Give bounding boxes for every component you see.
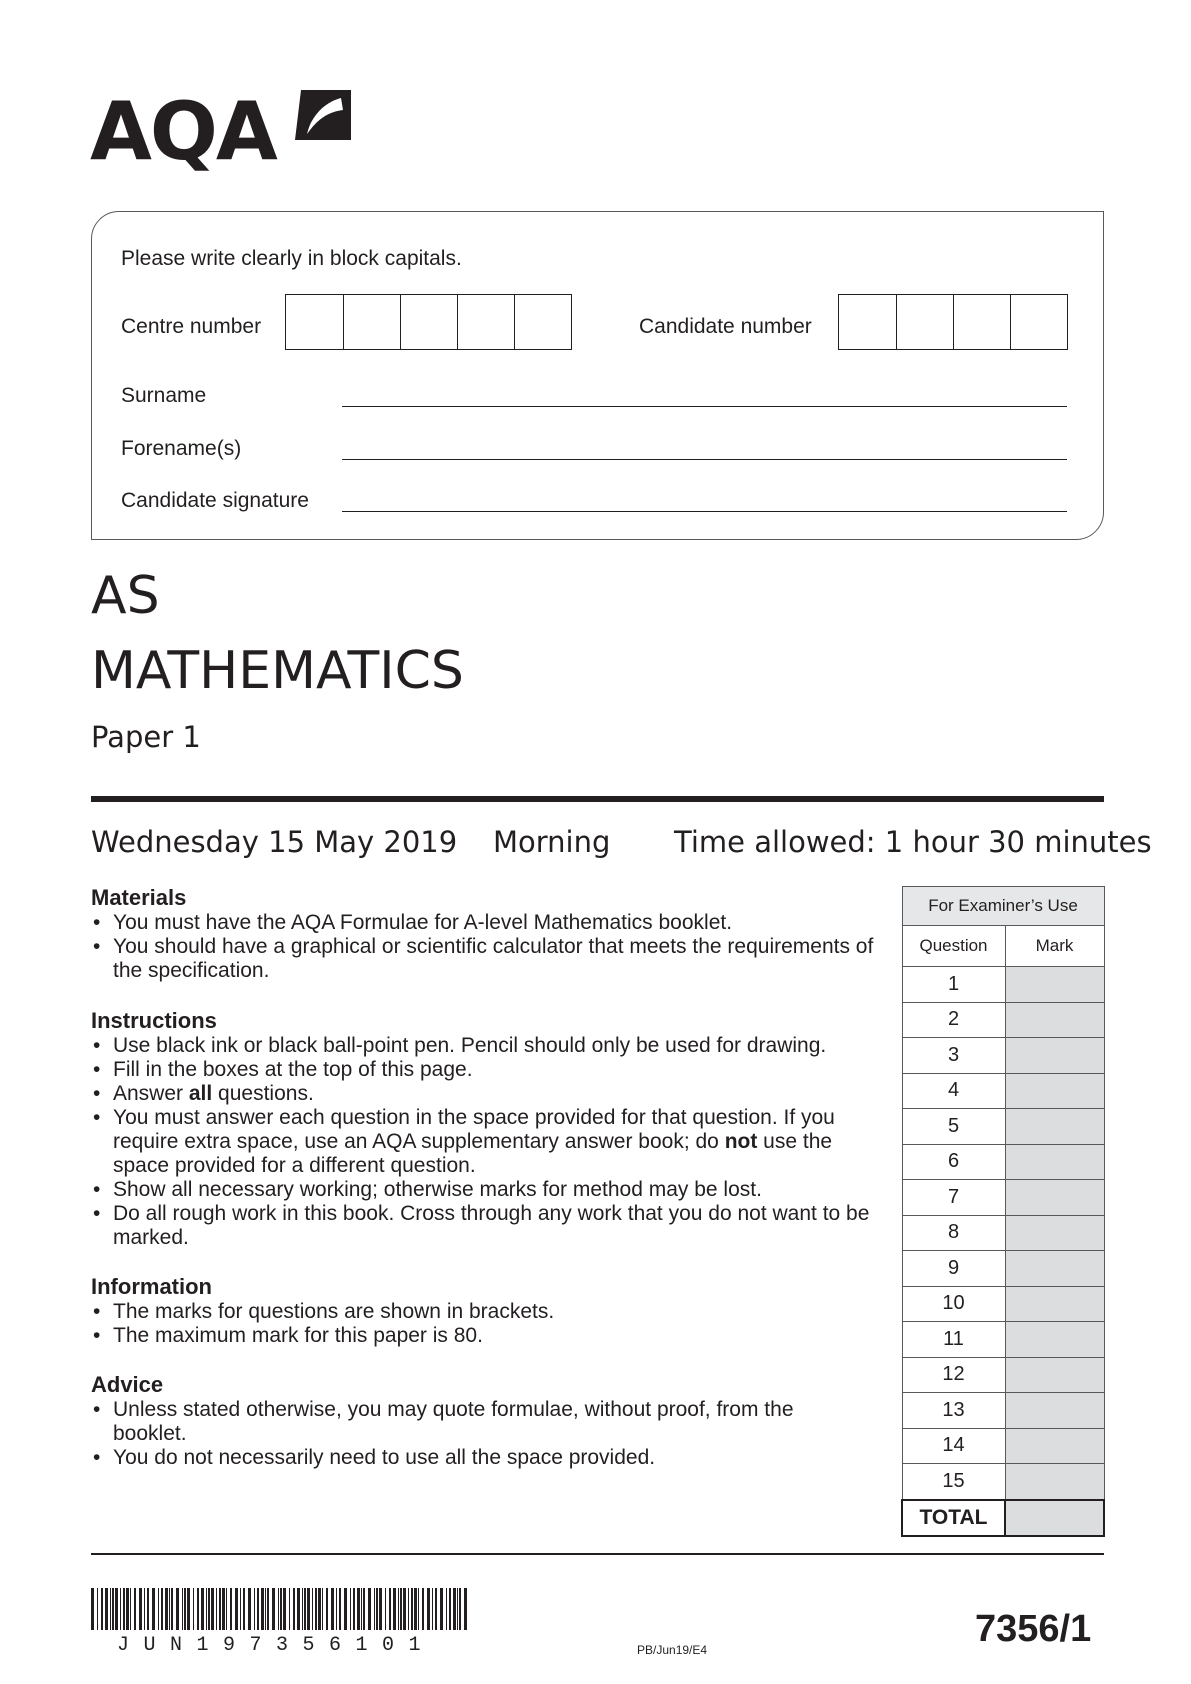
block-capitals-instruction: Please write clearly in block capitals. (121, 247, 462, 270)
mark-cell[interactable] (1005, 1002, 1104, 1038)
list-item: • You must have the AQA Formulae for A-level Mathematics booklet. (91, 911, 891, 935)
question-number: 3 (902, 1038, 1005, 1074)
aqa-logo-text: AQA (90, 85, 276, 178)
mark-cell[interactable] (1005, 1464, 1104, 1500)
table-row (902, 1144, 1104, 1180)
barcode-icon (91, 1588, 471, 1630)
mark-cell[interactable] (1005, 1109, 1104, 1145)
information-section (91, 1274, 891, 1348)
table-row (902, 1073, 1104, 1109)
mark-cell[interactable] (1005, 1073, 1104, 1109)
mark-cell[interactable] (1005, 967, 1104, 1003)
candidate-number-boxes[interactable] (838, 294, 1068, 350)
table-row (902, 1286, 1104, 1322)
centre-number-digit[interactable] (343, 295, 400, 349)
advice-section (91, 1372, 851, 1470)
question-number: 7 (902, 1180, 1005, 1216)
mark-cell[interactable] (1005, 1251, 1104, 1287)
centre-number-digit[interactable] (457, 295, 514, 349)
print-reference: PB/Jun19/E4 (637, 1643, 708, 1657)
table-row (902, 1464, 1104, 1500)
subject-title: MATHEMATICS (91, 641, 464, 701)
footer-divider (91, 1553, 1104, 1555)
list-item: • You do not necessarily need to use all the space provided. (91, 1446, 851, 1470)
question-number: 11 (902, 1322, 1005, 1358)
candidate-number-digit[interactable] (1010, 295, 1067, 349)
signature-field[interactable] (342, 511, 1067, 512)
question-number: 8 (902, 1215, 1005, 1251)
exam-session: Morning (493, 825, 611, 859)
table-row (902, 1251, 1104, 1287)
mark-cell[interactable] (1005, 1215, 1104, 1251)
list-item: • You must answer each question in the space provided for that question. If you require extra space, use an AQA supplementary answer book; do not use the space provided for a different question. (91, 1106, 891, 1178)
table-row (902, 1109, 1104, 1145)
question-number: 9 (902, 1251, 1005, 1287)
question-number: 4 (902, 1073, 1005, 1109)
list-item: • Unless stated otherwise, you may quote formulae, without proof, from the booklet. (91, 1398, 851, 1446)
mark-cell[interactable] (1005, 1357, 1104, 1393)
instructions-heading: Instructions (91, 1008, 217, 1033)
surname-field[interactable] (342, 406, 1067, 407)
list-item: • The maximum mark for this paper is 80. (91, 1324, 891, 1348)
question-number: 6 (902, 1144, 1005, 1180)
question-number: 12 (902, 1357, 1005, 1393)
centre-number-digit[interactable] (400, 295, 457, 349)
materials-heading: Materials (91, 885, 187, 910)
candidate-number-digit[interactable] (839, 295, 896, 349)
table-row (902, 1393, 1104, 1429)
list-item: • Fill in the boxes at the top of this page. (91, 1058, 891, 1082)
list-item: • Answer all questions. (91, 1082, 891, 1106)
paper-title: Paper 1 (91, 720, 201, 754)
question-number: 14 (902, 1428, 1005, 1464)
paper-code: 7356/1 (975, 1608, 1092, 1650)
question-column-header: Question (902, 926, 1005, 967)
signature-label: Candidate signature (121, 489, 309, 512)
table-row (902, 1357, 1104, 1393)
question-number: 1 (902, 967, 1005, 1003)
candidate-number-digit[interactable] (953, 295, 1010, 349)
table-row (902, 1215, 1104, 1251)
total-row (902, 1500, 1104, 1536)
question-number: 10 (902, 1286, 1005, 1322)
list-item: • The marks for questions are shown in brackets. (91, 1300, 891, 1324)
instructions-section (91, 1008, 891, 1250)
centre-number-digit[interactable] (286, 295, 343, 349)
surname-label: Surname (121, 384, 207, 407)
question-number: 13 (902, 1393, 1005, 1429)
mark-cell[interactable] (1005, 1286, 1104, 1322)
centre-number-label: Centre number (121, 315, 262, 338)
candidate-number-label: Candidate number (639, 315, 812, 338)
examiners-use-table (901, 886, 1105, 1537)
materials-section (91, 885, 891, 983)
question-number: 2 (902, 1002, 1005, 1038)
list-item: • Do all rough work in this book. Cross through any work that you do not want to be marked. (91, 1202, 891, 1250)
mark-cell[interactable] (1005, 1322, 1104, 1358)
table-row (902, 1180, 1104, 1216)
qualification-level: AS (91, 566, 160, 626)
centre-number-boxes[interactable] (285, 294, 572, 350)
list-item: • Show all necessary working; otherwise marks for method may be lost. (91, 1178, 891, 1202)
exam-date: Wednesday 15 May 2019 (91, 825, 458, 859)
table-row (902, 967, 1104, 1003)
centre-number-digit[interactable] (514, 295, 571, 349)
barcode-digits: JUN197356101 (117, 1634, 436, 1657)
advice-heading: Advice (91, 1372, 164, 1397)
forename-label: Forename(s) (121, 437, 242, 460)
question-number: 15 (902, 1464, 1005, 1500)
title-divider (91, 796, 1104, 802)
information-heading: Information (91, 1274, 212, 1299)
time-allowed: Time allowed: 1 hour 30 minutes (674, 825, 1152, 859)
table-row (902, 1322, 1104, 1358)
mark-column-header: Mark (1005, 926, 1104, 967)
forename-field[interactable] (342, 459, 1067, 460)
question-number: 5 (902, 1109, 1005, 1145)
list-item: • You should have a graphical or scientific calculator that meets the requirements of the specification. (91, 935, 891, 983)
table-row (902, 1428, 1104, 1464)
table-row (902, 1038, 1104, 1074)
mark-cell[interactable] (1005, 1038, 1104, 1074)
mark-cell[interactable] (1005, 1180, 1104, 1216)
total-mark-cell[interactable] (1005, 1500, 1104, 1536)
mark-cell[interactable] (1005, 1428, 1104, 1464)
examiners-use-title: For Examiner’s Use (902, 887, 1104, 926)
table-row (902, 1002, 1104, 1038)
mark-cell[interactable] (1005, 1393, 1104, 1429)
aqa-leaf-icon (295, 90, 351, 146)
total-label: TOTAL (902, 1500, 1005, 1536)
mark-cell[interactable] (1005, 1144, 1104, 1180)
candidate-number-digit[interactable] (896, 295, 953, 349)
list-item: • Use black ink or black ball-point pen. Pencil should only be used for drawing. (91, 1034, 891, 1058)
